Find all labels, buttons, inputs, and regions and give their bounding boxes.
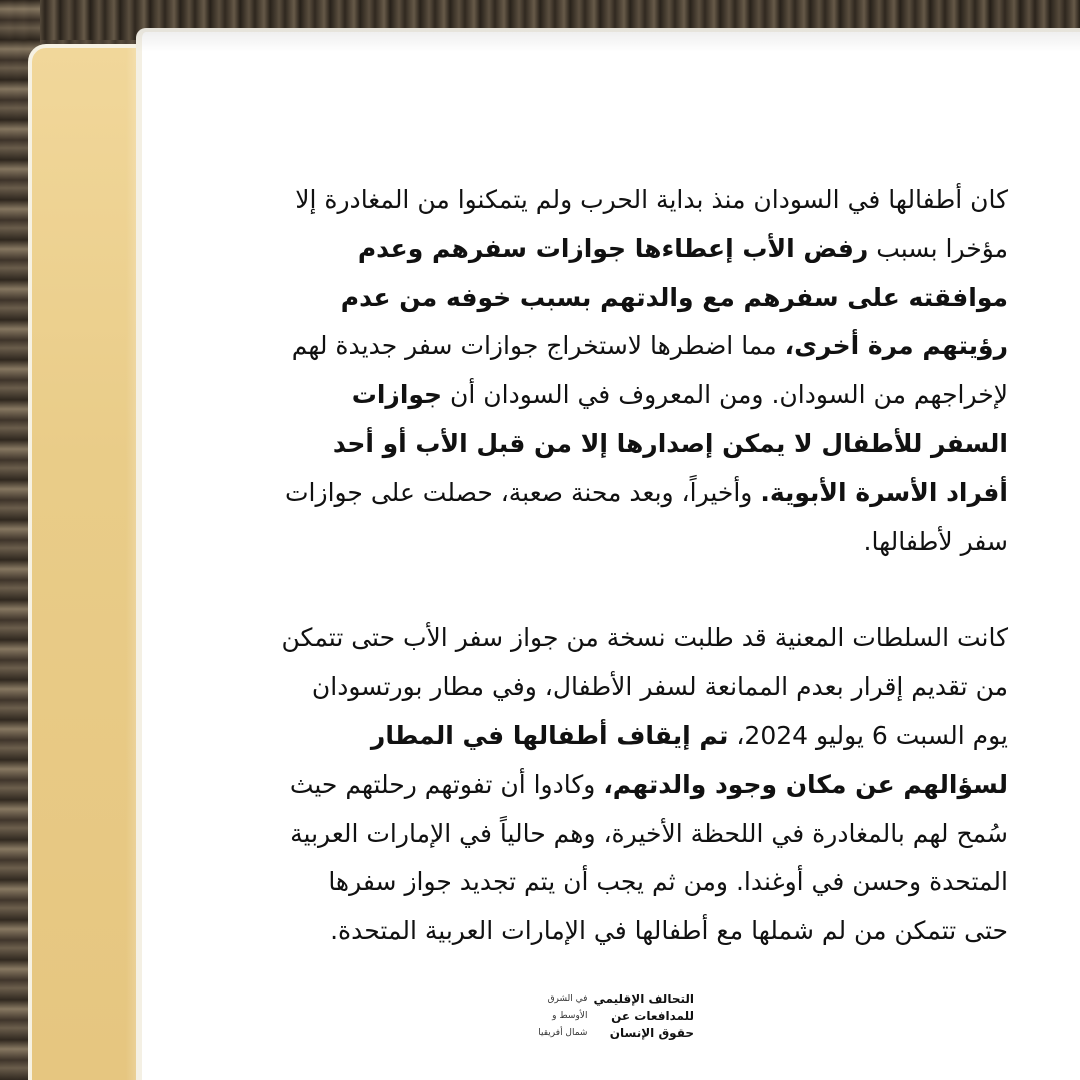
- logo-main-text: [593, 991, 694, 1042]
- yellow-folder-tab: [28, 44, 140, 1080]
- text-run: وكادوا أن تفوتهم رحلتهم حيث سُمح لهم بالمغادرة في اللحظة الأخيرة، وهم حالياً في الإمارات العربية المتحدة وحسن في أوغندا. ومن ثم يجب أن يتم تجديد جواز سفرها حتى تتمكن من لم شملها مع أطفالها في الإمارات العربية المتحدة.: [289, 769, 1008, 946]
- paper-shadow: [136, 28, 1080, 52]
- logo-sub-line: شمال أفريقيا: [538, 1027, 588, 1038]
- logo-sub-text: [538, 991, 587, 1042]
- paragraph-1: [280, 176, 1008, 566]
- paragraph-2: [280, 614, 1008, 956]
- organization-logo: [508, 988, 694, 1044]
- text-run: مما اضطرها لاستخراج جوازات سفر جديدة لهم لإخراجهم من السودان. ومن المعروف في السودان أن: [291, 331, 1008, 410]
- logo-line: للمدافعات عن: [611, 1008, 694, 1023]
- text-run: وأخيراً، وبعد محنة صعبة، حصلت على جوازات سفر لأطفالها.: [285, 477, 1008, 556]
- bold-text-run: رفض الأب إعطاءها جوازات سفرهم وعدم موافقته على سفرهم مع والدتهم بسبب خوفه من عدم رؤيتهم مرة أخرى،: [340, 233, 1008, 361]
- logo-sub-line: الأوسط و: [552, 1010, 588, 1021]
- text-run: كان أطفالها في السودان منذ بداية الحرب ولم يتمكنوا من المغادرة إلا مؤخرا بسبب: [295, 185, 1008, 263]
- logo-sub-line: في الشرق: [547, 993, 588, 1004]
- logo-line: حقوق الإنسان: [609, 1025, 694, 1040]
- bold-text-run: جوازات السفر للأطفال لا يمكن إصدارها إلا من قبل الأب أو أحد أفراد الأسرة الأبوية.: [332, 380, 1008, 507]
- bold-text-run: تم إيقاف أطفالها في المطار لسؤالهم عن مكان وجود والدتهم،: [370, 720, 1008, 799]
- text-run: كانت السلطات المعنية قد طلبت نسخة من جواز سفر الأب حتى تتمكن من تقديم إقرار بعدم الممانعة لسفر الأطفال، وفي مطار بورتسودان يوم السبت 6 يوليو 2024،: [281, 623, 1008, 750]
- logo-line: التحالف الإقليمي: [593, 991, 694, 1006]
- article-text: [280, 176, 1008, 956]
